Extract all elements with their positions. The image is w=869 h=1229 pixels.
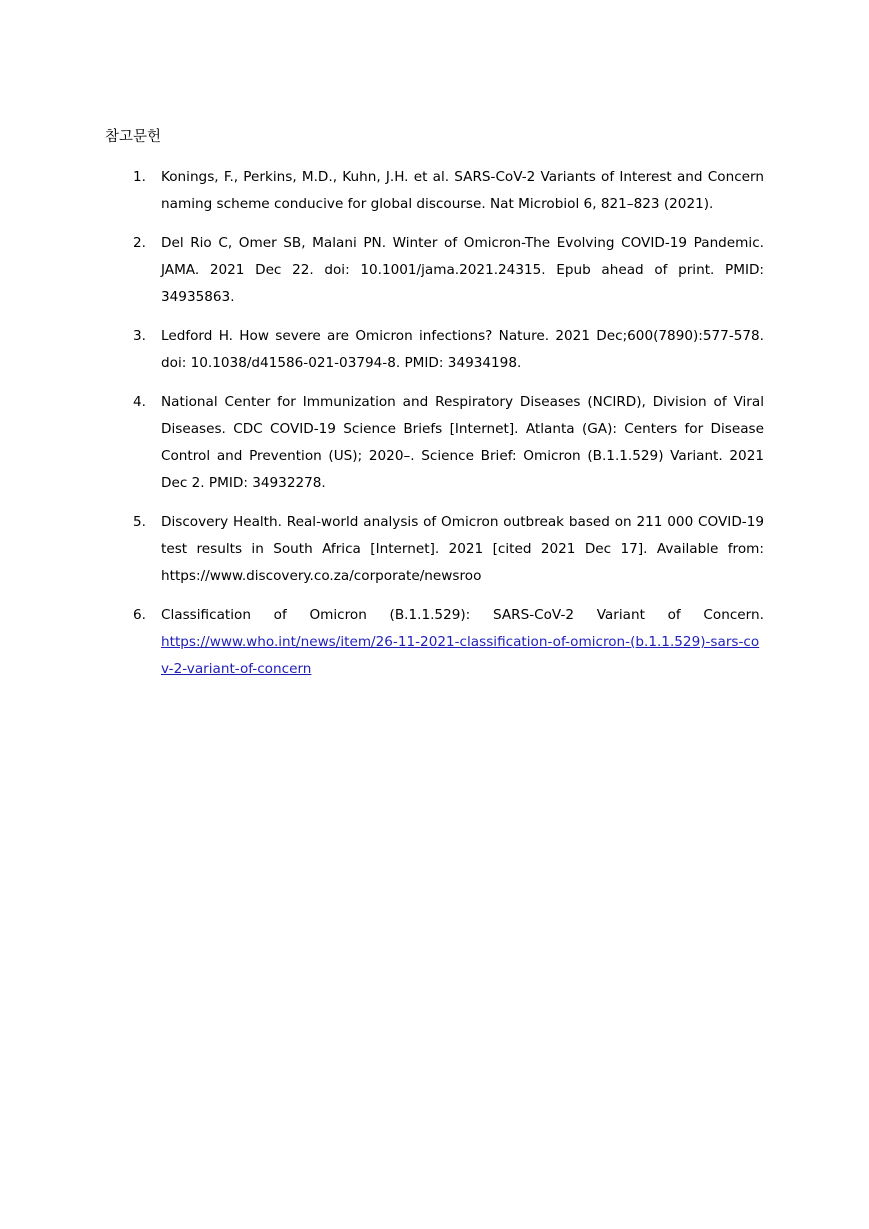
references-heading: 참고문헌 — [105, 129, 162, 145]
reference-word: Concern. — [703, 607, 764, 623]
reference-text: Discovery Health. Real-world analysis of Omicron outbreak based on 211 000 COVID-19 test results in South Africa [Internet]. 2021 [cited 2021 Dec 17]. Available from: https://www.discovery.co.za/corporate/newsroo — [161, 514, 764, 584]
reference-item-3 — [133, 323, 764, 377]
reference-word: Classification — [161, 607, 251, 623]
reference-item-5 — [133, 509, 764, 590]
reference-list — [133, 164, 764, 695]
reference-number: 3. — [133, 328, 146, 344]
reference-text: National Center for Immunization and Respiratory Diseases (NCIRD), Division of Viral Diseases. CDC COVID-19 Science Briefs [Internet]. Atlanta (GA): Centers for Disease Control and Prevention (US); 2020–. Science Brief: Omicron (B.1.1.529) Variant. 2021 Dec 2. PMID: 34932278. — [161, 394, 764, 491]
reference-word: Variant — [596, 607, 645, 623]
reference-title — [161, 602, 764, 629]
reference-number: 1. — [133, 169, 146, 185]
reference-item-6 — [133, 602, 764, 683]
reference-text: Ledford H. How severe are Omicron infections? Nature. 2021 Dec;600(7890):577-578. doi: 10.1038/d41586-021-03794-8. PMID: 34934198. — [161, 328, 764, 371]
reference-word: of — [273, 607, 287, 623]
reference-word: (B.1.1.529): — [389, 607, 471, 623]
reference-text: Del Rio C, Omer SB, Malani PN. Winter of Omicron-The Evolving COVID-19 Pandemic. JAMA. 2021 Dec 22. doi: 10.1001/jama.2021.24315. Epub ahead of print. PMID: 34935863. — [161, 235, 764, 305]
reference-word: of — [667, 607, 681, 623]
reference-number: 6. — [133, 607, 146, 623]
reference-item-4 — [133, 389, 764, 497]
reference-item-1 — [133, 164, 764, 218]
reference-link[interactable]: https://www.who.int/news/item/26-11-2021-classification-of-omicron-(b.1.1.529)-sars-cov-2-variant-of-concern — [161, 634, 760, 677]
reference-word: Omicron — [309, 607, 367, 623]
reference-number: 4. — [133, 394, 146, 410]
reference-item-2 — [133, 230, 764, 311]
reference-number: 2. — [133, 235, 146, 251]
reference-word: SARS-CoV-2 — [492, 607, 574, 623]
reference-text: Konings, F., Perkins, M.D., Kuhn, J.H. et al. SARS-CoV-2 Variants of Interest and Concern naming scheme conducive for global discourse. Nat Microbiol 6, 821–823 (2021). — [161, 169, 764, 212]
reference-number: 5. — [133, 514, 146, 530]
